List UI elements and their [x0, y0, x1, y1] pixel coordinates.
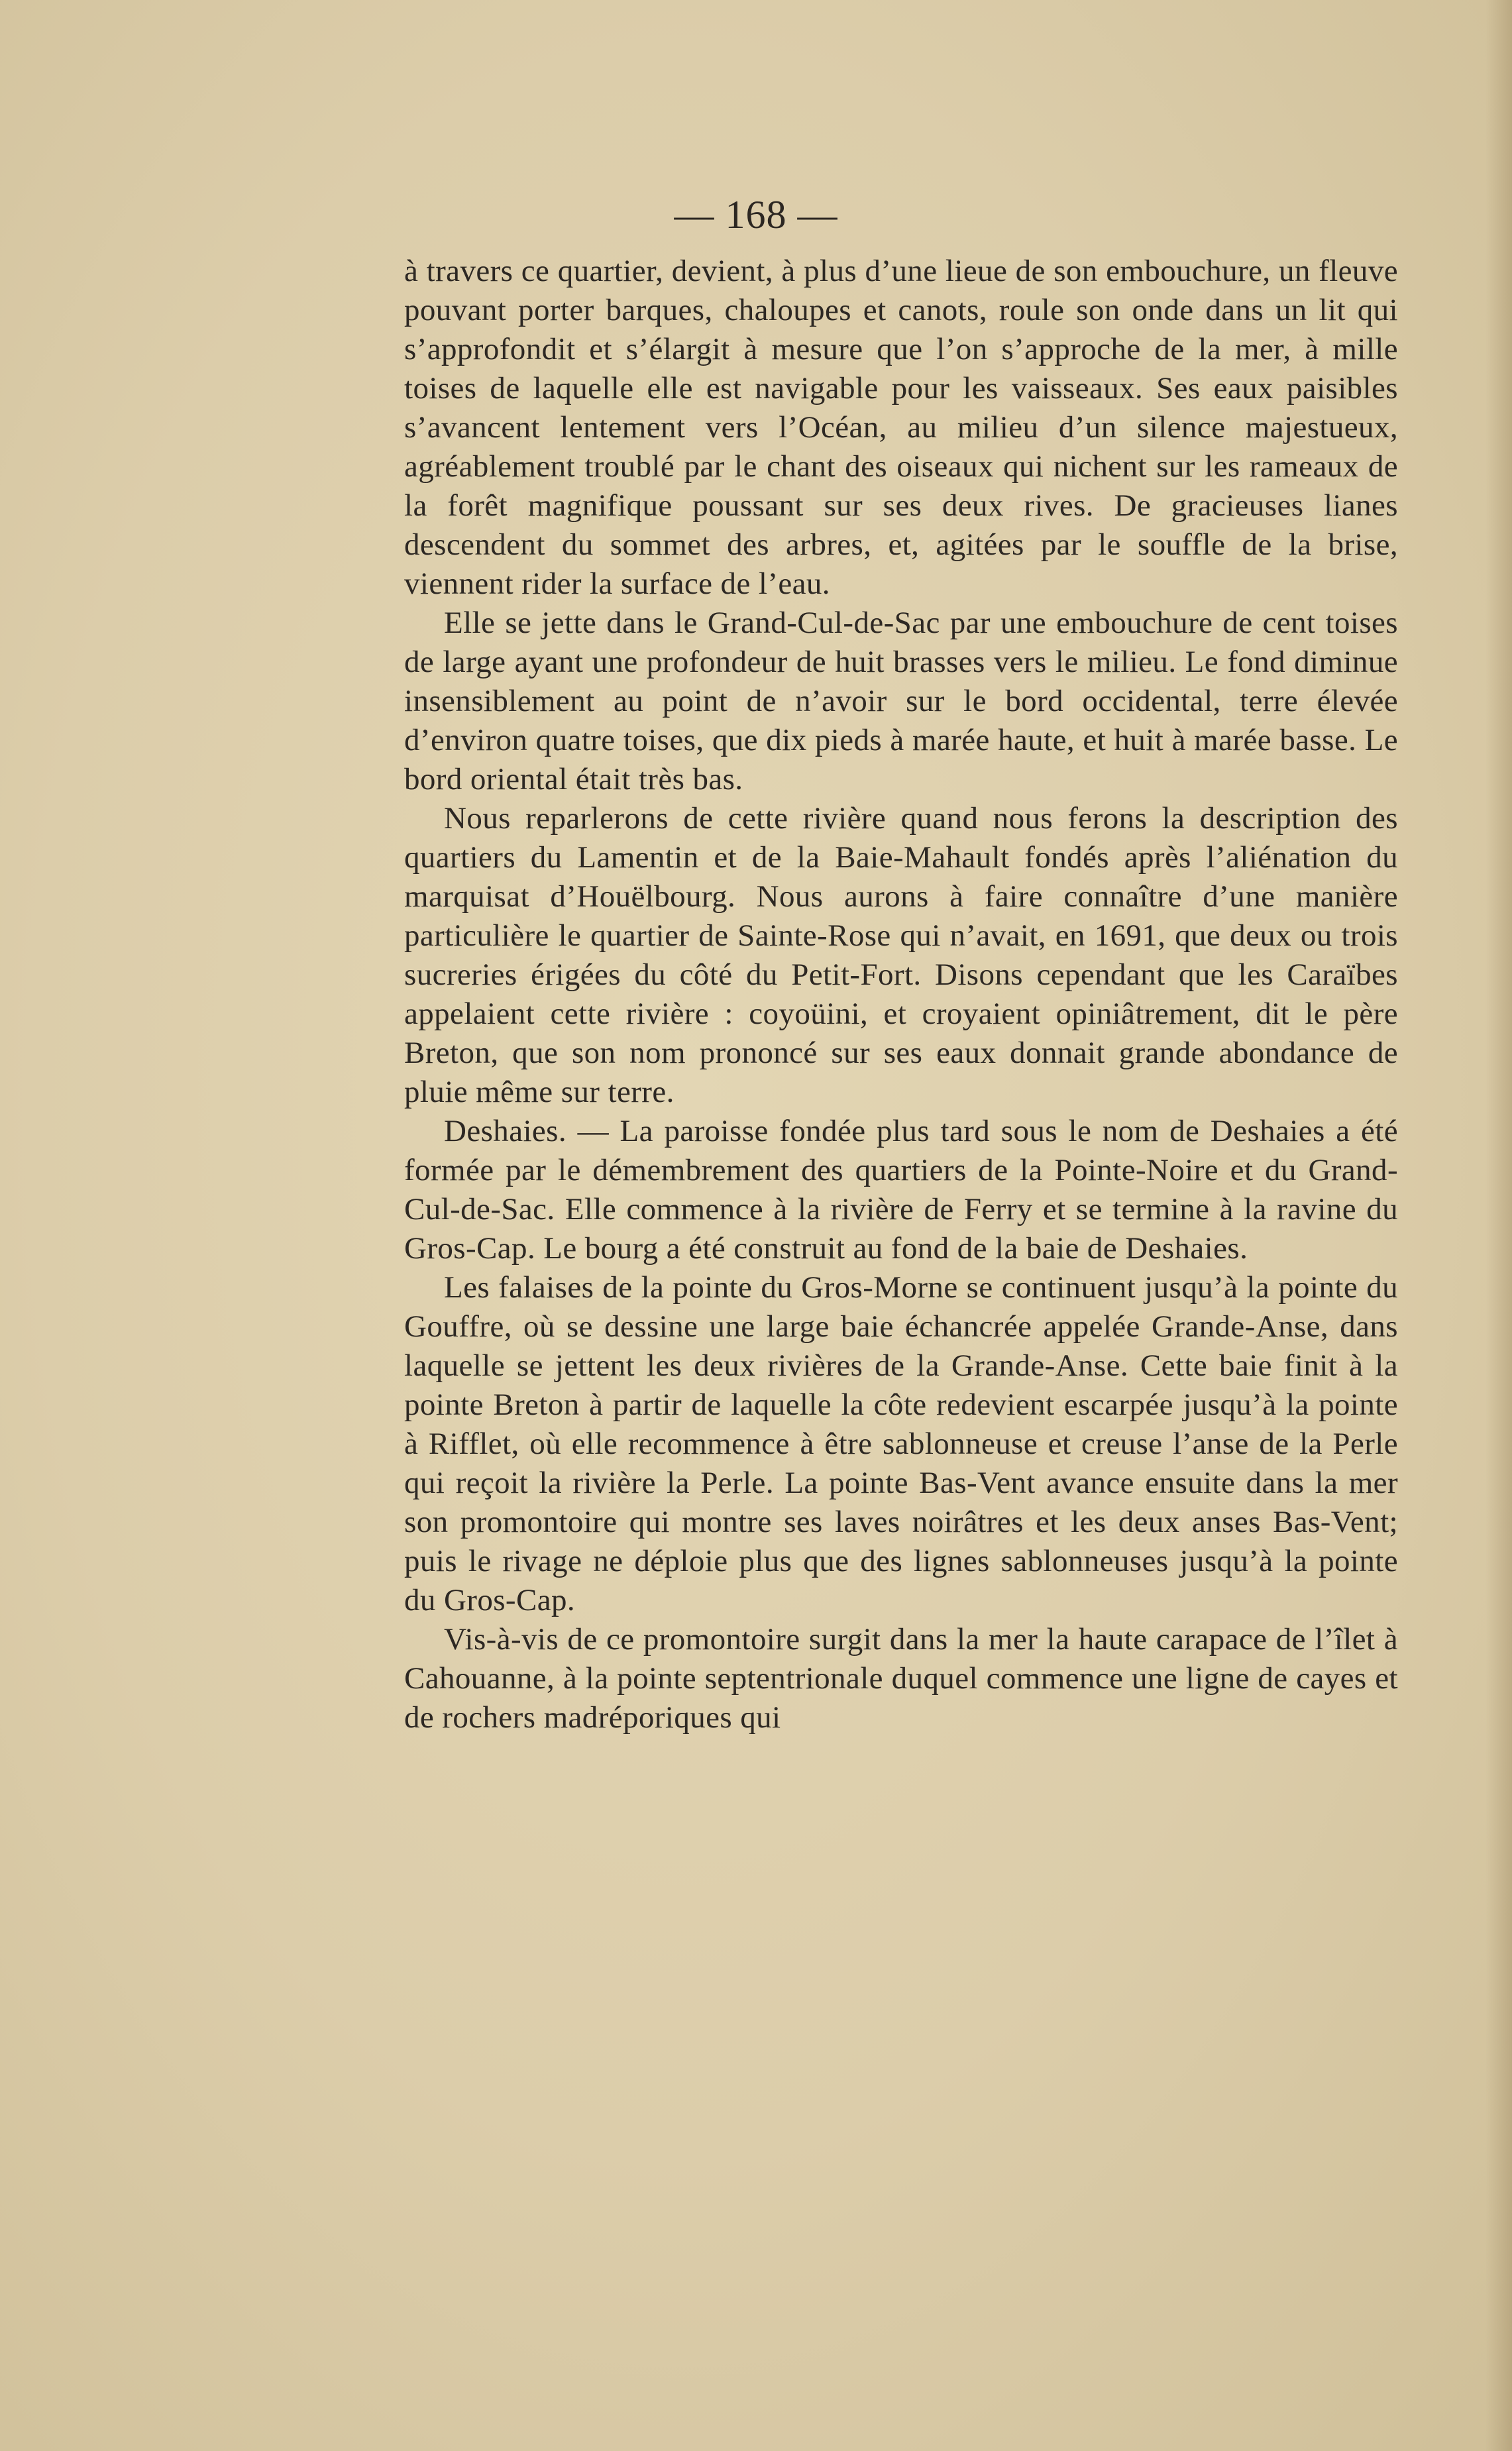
paragraph: Deshaies. — La paroisse fondée plus tard sous le nom de Deshaies a été formée par le démembrement des quartiers de la Pointe-Noire et du Grand-Cul-de-Sac. Elle commence à la rivière de Ferry et se termine à la ravine du Gros-Cap. Le bourg a été construit au fond de la baie de Deshaies.	[404, 1114, 1398, 1266]
body-text	[404, 252, 1398, 1737]
page-number: — 168 —	[674, 193, 838, 237]
paragraph: à travers ce quartier, devient, à plus d’une lieue de son embouchure, un fleuve pouvant porter barques, chaloupes et canots, roule son onde dans un lit qui s’approfondit et s’élargit à mesure que l’on s’approche de la mer, à mille toises de laquelle elle est navigable pour les vaisseaux. Ses eaux paisibles s’avancent lentement vers l’Océan, au milieu d’un silence majestueux, agréablement troublé par le chant des oiseaux qui nichent sur les rameaux de la forêt magnifique poussant sur ses deux rives. De gracieuses lianes descendent du sommet des arbres, et, agitées par le souffle de la brise, viennent rider la surface de l’eau.	[404, 254, 1398, 601]
paragraph: Vis-à-vis de ce promontoire surgit dans la mer la haute carapace de l’îlet à Cahouanne, à la pointe septentrionale duquel commence une ligne de cayes et de rochers madréporiques qui	[404, 1622, 1398, 1735]
paragraph: Les falaises de la pointe du Gros-Morne se continuent jusqu’à la pointe du Gouffre, où se dessine une large baie échancrée appelée Grande-Anse, dans laquelle se jettent les deux rivières de la Grande-Anse. Cette baie finit à la pointe Breton à partir de laquelle la côte redevient escarpée jusqu’à la pointe à Rifflet, où elle recommence à être sablonneuse et creuse l’anse de la Perle qui reçoit la rivière la Perle. La pointe Bas-Vent avance ensuite dans la mer son promontoire qui montre ses laves noirâtres et les deux anses Bas-Vent; puis le rivage ne déploie plus que des lignes sablonneuses jusqu’à la pointe du Gros-Cap.	[404, 1270, 1398, 1617]
paragraph: Nous reparlerons de cette rivière quand nous ferons la description des quartiers du Lamentin et de la Baie-Mahault fondés après l’aliénation du marquisat d’Houëlbourg. Nous aurons à faire connaître d’une manière particulière le quartier de Sainte-Rose qui n’avait, en 1691, que deux ou trois sucreries érigées du côté du Petit-Fort. Disons cependant que les Caraïbes appelaient cette rivière : coyoüini, et croyaient opiniâtrement, dit le père Breton, que son nom prononcé sur ses eaux donnait grande abondance de pluie même sur terre.	[404, 801, 1398, 1109]
paragraph: Elle se jette dans le Grand-Cul-de-Sac par une embouchure de cent toises de large ayant une profondeur de huit brasses vers le milieu. Le fond diminue insensiblement au point de n’avoir sur le bord occidental, terre élevée d’environ quatre toises, que dix pieds à marée haute, et huit à marée basse. Le bord oriental était très bas.	[404, 606, 1398, 796]
